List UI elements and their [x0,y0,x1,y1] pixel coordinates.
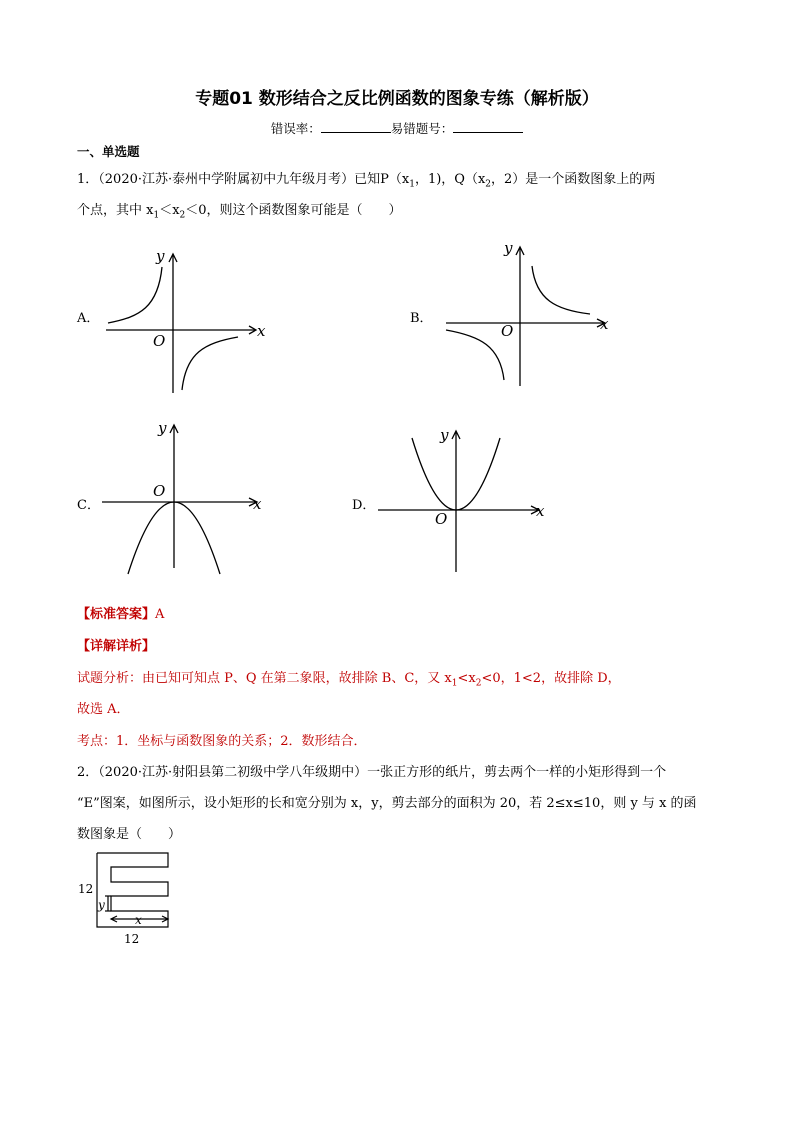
q1-text-part: ＜x [159,203,180,218]
error-rate-blank [321,121,391,133]
origin-label: O [501,322,514,340]
origin-label: O [153,332,166,350]
easy-wrong-label: 易错题号： [390,121,454,136]
hyperbola-branch-left [108,267,162,323]
q1-text-part: ，1)，Q（x [414,172,486,187]
q1-text-part: 1．（2020·江苏·泰州中学附属初中九年级月考）已知P（x [77,172,410,187]
option-d-label: D． [352,498,376,513]
error-rate-label: 错误率： [270,121,321,136]
x-axis-label: x [600,315,609,333]
side-length-left: 12 [78,882,94,896]
conclusion-line: 故选 A． [77,702,130,717]
e-shape-outline [97,853,168,927]
q1-text-part: 个点，其中 x [77,203,154,218]
x-axis-label: x [536,502,545,520]
section-heading: 一、单选题 [77,144,140,159]
q1-subscript: 2 [485,179,492,190]
x-axis-label: x [253,495,262,513]
analysis-subscript: 2 [475,678,482,689]
y-axis-label: y [158,419,167,437]
analysis-subscript: 1 [451,678,458,689]
q1-subscript: 1 [409,179,415,190]
option-b-label: B． [410,311,433,326]
page-title: 专题01 数形结合之反比例函数的图象专练（解析版） [195,89,599,109]
q1-stem-line2 [77,199,402,221]
origin-label: O [435,510,448,528]
q2-stem-line2: “E”图案，如图所示，设小矩形的长和宽分别为 x，y，剪去部分的面积为 20，若 2≤x≤10，则 y 与 x 的函 [77,796,697,811]
origin-label: O [153,482,166,500]
graph-c [96,418,266,578]
q1-text-part: ＜0，则这个函数图象可能是（ ） [185,203,402,218]
answer-value: A [155,607,165,622]
q1-subscript: 2 [179,210,186,221]
e-shape-figure [72,848,182,948]
detail-heading: 【详解详析】 [77,639,156,654]
stats-line [0,119,794,137]
analysis-line [77,667,621,689]
graph-b [440,238,615,388]
hyperbola-branch-right [182,337,238,390]
q1-stem-line1 [77,168,655,190]
y-axis-label: y [156,247,165,265]
graph-d [376,424,551,574]
y-axis-label: y [440,426,449,444]
analysis-text: 试题分析：由已知可知点 P、Q 在第二象限，故排除 B、C，又 x [77,671,452,686]
q2-stem-line3: 数图象是（ ） [77,827,182,842]
side-length-bottom: 12 [124,932,140,946]
label-y: y [98,898,105,912]
label-x: x [135,913,142,927]
option-a-label: A． [77,311,100,326]
analysis-text: <0，1<2，故排除 D， [481,671,621,686]
analysis-text: <x [457,671,476,686]
q1-subscript: 1 [153,210,160,221]
y-axis-label: y [504,239,513,257]
answer-label: 【标准答案】 [77,607,156,622]
hyperbola-branch-right [532,266,590,314]
x-axis-label: x [257,322,266,340]
option-c-label: C． [77,498,100,513]
kaodian-line: 考点：1．坐标与函数图象的关系；2．数形结合． [77,734,367,749]
hyperbola-branch-left [446,330,504,380]
q2-stem-line1: 2．（2020·江苏·射阳县第二初级中学八年级期中）一张正方形的纸片，剪去两个一样的小矩形得到一个 [77,765,667,780]
standard-answer [77,603,164,622]
easy-wrong-blank [453,121,523,133]
graph-a [100,245,270,395]
q1-text-part: ，2）是一个函数图象上的两 [491,172,656,187]
